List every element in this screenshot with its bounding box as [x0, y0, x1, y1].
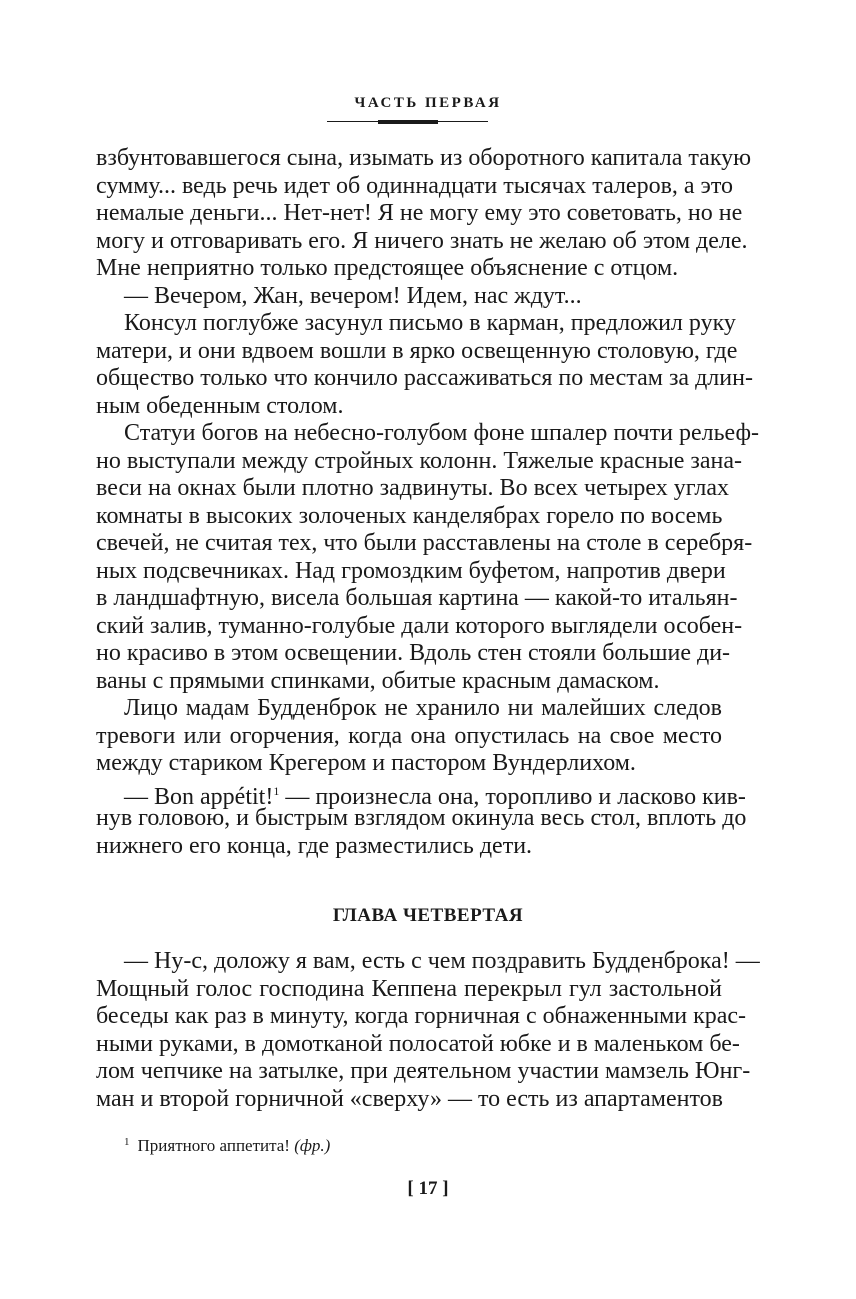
text-line: но выступали между стройных колонн. Тяжелые красные зана-	[96, 447, 742, 474]
bon-appetit-text: — Bon appétit!	[124, 783, 274, 810]
text-line: Статуи богов на небесно-голубом фоне шпалер почти рельеф-	[124, 420, 760, 446]
text-line: нижнего его конца, где разместились дети.	[96, 832, 533, 859]
text-line: общество только что кончило рассаживаться по местам за длин-	[96, 365, 753, 391]
body-text-block-2	[96, 948, 760, 1113]
footnote	[124, 1136, 330, 1156]
text-line: ных подсвечниках. Над громоздким буфетом, напротив двери	[96, 557, 726, 584]
running-head: ЧАСТЬ ПЕРВАЯ	[354, 95, 502, 111]
text-line-with-footnote	[96, 778, 746, 810]
bon-appetit-continuation: — произнесла она, торопливо и ласково кив-	[279, 783, 746, 810]
text-line: но красиво в этом освещении. Вдоль стен стояли большие ди-	[96, 640, 731, 666]
text-line: нув головою, и быстрым взглядом окинула весь стол, вплоть до	[96, 805, 747, 831]
page-number: [ 17 ]	[407, 1178, 449, 1199]
text-line: сумму... ведь речь идет об одиннадцати тысячах талеров, а это	[96, 172, 734, 199]
text-line: — Вечером, Жан, вечером! Идем, нас ждут...	[124, 282, 582, 309]
text-line: ман и второй горничной «сверху» — то есть из апартаментов	[96, 1085, 723, 1112]
chapter-title: ГЛАВА ЧЕТВЕРТАЯ	[332, 905, 524, 926]
text-line: Мощный голос господина Кеппена перекрыл гул застольной	[96, 975, 722, 1002]
body-text-block-1	[96, 145, 760, 860]
text-line: ский залив, туманно-голубые дали которого выглядели особен-	[96, 612, 743, 639]
text-line: могу и отговаривать его. Я ничего знать не желаю об этом деле.	[96, 227, 748, 254]
text-line: ными руками, в домотканой полосатой юбке и в маленьком бе-	[96, 1030, 740, 1057]
footnote-text: Приятного аппетита!	[137, 1136, 290, 1155]
text-line: Лицо мадам Будденброк не хранило ни малейших следов	[124, 695, 722, 721]
text-line: беседы как раз в минуту, когда горничная с обнаженными крас-	[96, 1003, 747, 1029]
text-line: между стариком Крегером и пастором Вундерлихом.	[96, 750, 636, 776]
text-line: лом чепчике на затылке, при деятельном участии мамзель Юнг-	[96, 1058, 751, 1084]
text-line: немалые деньги... Нет-нет! Я не могу ему это советовать, но не	[96, 200, 743, 226]
text-line: ваны с прямыми спинками, обитые красным дамаском.	[96, 667, 660, 694]
text-line: комнаты в высоких золоченых канделябрах горело по восемь	[96, 502, 723, 529]
running-head-rule-accent	[378, 120, 438, 124]
footnote-source: (фр.)	[294, 1136, 331, 1155]
text-line: Консул поглубже засунул письмо в карман, предложил руку	[124, 310, 736, 336]
footnote-marker: 1	[124, 1136, 130, 1148]
text-line: тревоги или огорчения, когда она опустилась на свое место	[96, 722, 722, 749]
text-line: взбунтовавшегося сына, изымать из оборотного капитала такую	[96, 145, 752, 171]
footnote-reference: 1	[273, 783, 280, 798]
text-line: свечей, не считая тех, что были расставлены на столе в серебря-	[96, 530, 753, 556]
text-line: — Ну-с, доложу я вам, есть с чем поздравить Будденброка! —	[124, 948, 760, 974]
text-line: в ландшафтную, висела большая картина — какой-то итальян-	[96, 585, 738, 611]
text-line: матери, и они вдвоем вошли в ярко освещенную столовую, где	[96, 337, 738, 364]
text-line: веси на окнах были плотно задвинуты. Во всех четырех углах	[96, 475, 729, 501]
text-line: ным обеденным столом.	[96, 392, 344, 419]
text-line: Мне неприятно только предстоящее объяснение с отцом.	[96, 255, 679, 281]
